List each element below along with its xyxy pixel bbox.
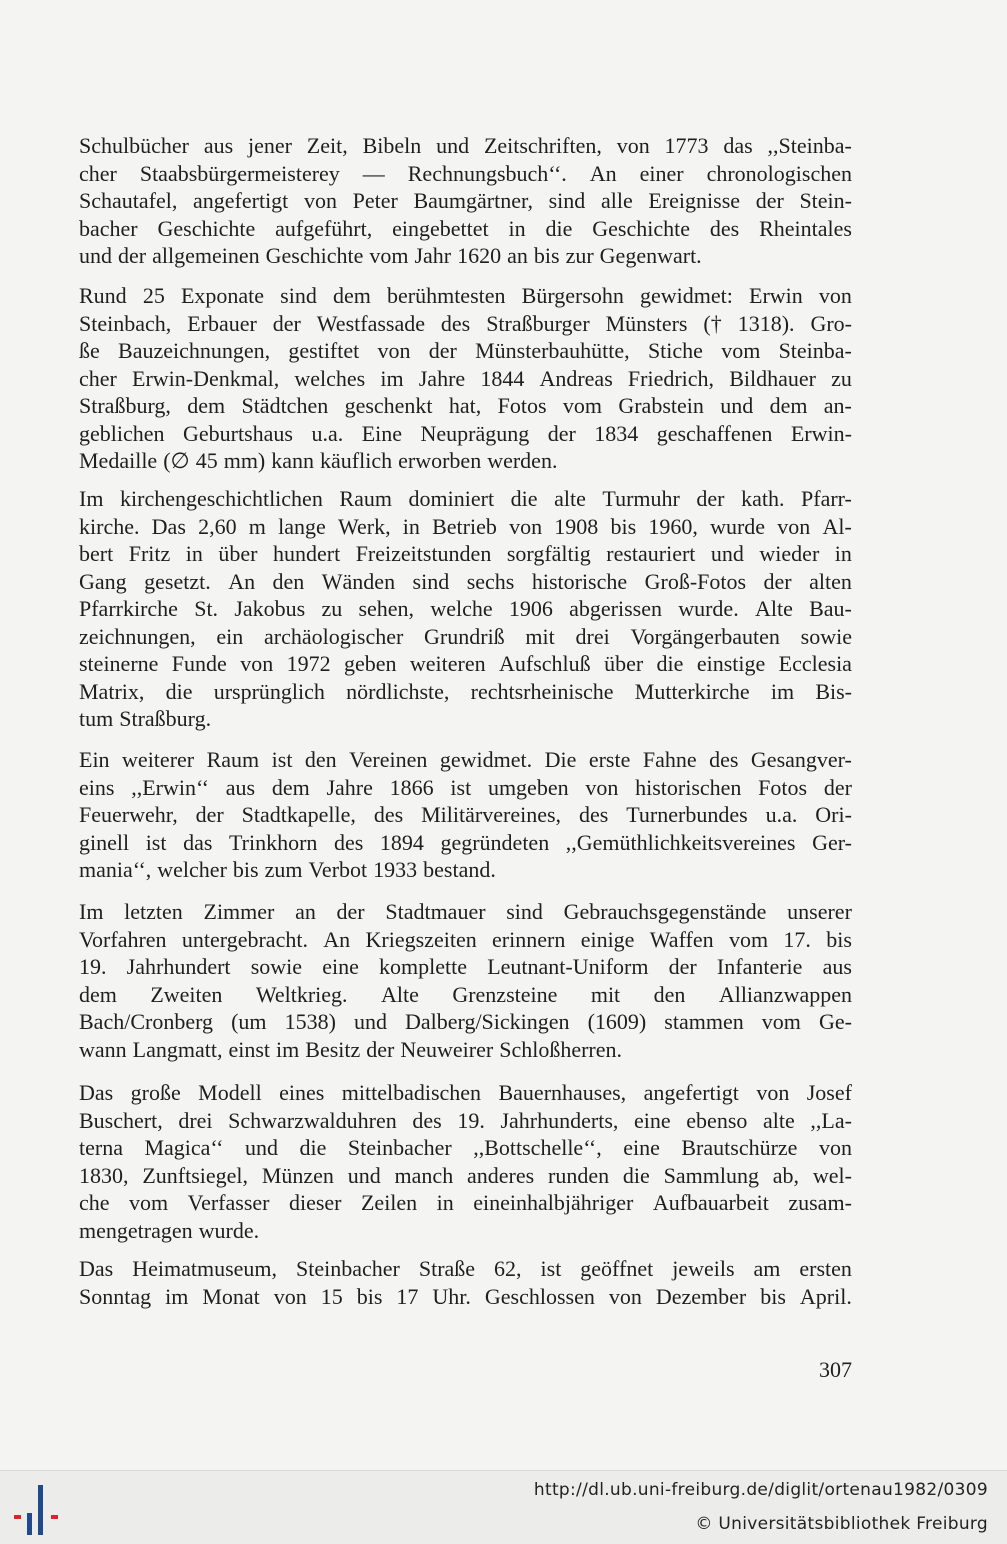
text-line: ße Bauzeichnungen, gestiftet von der Münsterbauhütte, Stiche vom Steinba- bbox=[79, 338, 852, 363]
text-line: Bach/Cronberg (um 1538) und Dalberg/Sickingen (1609) stammen vom Ge- bbox=[79, 1009, 852, 1034]
paragraph bbox=[79, 485, 852, 733]
text-line: Steinbach, Erbauer der Westfassade des Straßburger Münsters († 1318). Gro- bbox=[79, 310, 852, 336]
text-line: dem Zweiten Weltkrieg. Alte Grenzsteine mit den Allianzwappen bbox=[79, 981, 852, 1007]
text-line: terna Magica‘‘ und die Steinbacher ,,Bottschelle‘‘, eine Brautschürze von bbox=[79, 1135, 852, 1160]
text-line: kirche. Das 2,60 m lange Werk, in Betrieb von 1908 bis 1960, wurde von Al- bbox=[79, 513, 852, 539]
text-line: steinerne Funde von 1972 geben weiteren Aufschluß über die einstige Ecclesia bbox=[79, 651, 852, 676]
text-line: cher Erwin-Denkmal, welches im Jahre 1844 Andreas Friedrich, Bildhauer zu bbox=[79, 365, 852, 391]
text-line: mengetragen wurde. bbox=[79, 1217, 260, 1243]
text-line: Vorfahren untergebracht. An Kriegszeiten erinnern einige Waffen vom 17. bis bbox=[79, 926, 852, 952]
text-line: geblichen Geburtshaus u.a. Eine Neuprägung der 1834 geschaffenen Erwin- bbox=[79, 420, 852, 446]
text-line: tum Straßburg. bbox=[79, 706, 212, 731]
footer-bar bbox=[0, 1470, 1007, 1544]
text-line: Matrix, die ursprünglich nördlichste, rechtsrheinische Mutterkirche im Bis- bbox=[79, 678, 852, 704]
text-line: Medaille (∅ 45 mm) kann käuflich erworben werden. bbox=[79, 448, 558, 473]
page-number: 307 bbox=[819, 1357, 852, 1382]
text-line: Sonntag im Monat von 15 bis 17 Uhr. Geschlossen von Dezember bis April. bbox=[79, 1283, 852, 1309]
text-line: Schautafel, angefertigt von Peter Baumgärtner, sind alle Ereignisse der Stein- bbox=[79, 188, 852, 213]
text-line: che vom Verfasser dieser Zeilen in eineinhalbjähriger Aufbauarbeit zusam- bbox=[79, 1190, 852, 1215]
text-line: Das große Modell eines mittelbadischen Bauernhauses, angefertigt von Josef bbox=[79, 1080, 852, 1105]
text-line: Ein weiterer Raum ist den Vereinen gewidmet. Die erste Fahne des Gesangver- bbox=[79, 747, 852, 772]
text-line: Im letzten Zimmer an der Stadtmauer sind Gebrauchsgegenstände unserer bbox=[79, 899, 852, 924]
ub-freiburg-logo-icon bbox=[10, 1479, 65, 1537]
text-line: Das Heimatmuseum, Steinbacher Straße 62, ist geöffnet jeweils am ersten bbox=[79, 1256, 852, 1281]
text-line: Feuerwehr, der Stadtkapelle, des Militärvereines, des Turnerbundes u.a. Ori- bbox=[79, 802, 852, 827]
paragraph bbox=[79, 898, 852, 1063]
paragraph bbox=[79, 1079, 852, 1244]
paragraph bbox=[79, 132, 852, 270]
text-line: mania‘‘, welcher bis zum Verbot 1933 bestand. bbox=[79, 857, 496, 882]
text-line: zeichnungen, ein archäologischer Grundriß mit drei Vorgängerbauten sowie bbox=[79, 623, 852, 649]
text-line: 19. Jahrhundert sowie eine komplette Leutnant-Uniform der Infanterie aus bbox=[79, 954, 852, 979]
text-line: 1830, Zunftsiegel, Münzen und manch anderes runden die Sammlung ab, wel- bbox=[79, 1162, 852, 1188]
paragraph bbox=[79, 746, 852, 884]
paragraph bbox=[79, 1255, 852, 1310]
text-line: wann Langmatt, einst im Besitz der Neuweirer Schloßherren. bbox=[79, 1036, 622, 1062]
text-line: bacher Geschichte aufgeführt, eingebettet in die Geschichte des Rheintales bbox=[79, 215, 852, 241]
text-line: Buschert, drei Schwarzwalduhren des 19. Jahrhunderts, eine ebenso alte ,,La- bbox=[79, 1107, 852, 1133]
text-line: und der allgemeinen Geschichte vom Jahr 1620 an bis zur Gegenwart. bbox=[79, 243, 702, 268]
text-line: Im kirchengeschichtlichen Raum dominiert die alte Turmuhr der kath. Pfarr- bbox=[79, 486, 852, 511]
text-line: Pfarrkirche St. Jakobus zu sehen, welche 1906 abgerissen wurde. Alte Bau- bbox=[79, 596, 852, 621]
text-line: bert Fritz in über hundert Freizeitstunden sorgfältig restauriert und wieder in bbox=[79, 541, 852, 566]
text-line: Schulbücher aus jener Zeit, Bibeln und Zeitschriften, von 1773 das ,,Steinba- bbox=[79, 133, 852, 158]
copyright-notice: © Universitätsbibliothek Freiburg bbox=[695, 1514, 988, 1534]
paragraph bbox=[79, 282, 852, 475]
source-url-link[interactable]: http://dl.ub.uni-freiburg.de/diglit/ortenau1982/0309 bbox=[533, 1480, 988, 1500]
text-line: Gang gesetzt. An den Wänden sind sechs historische Groß-Fotos der alten bbox=[79, 568, 852, 594]
text-line: Straßburg, dem Städtchen geschenkt hat, Fotos vom Grabstein und dem an- bbox=[79, 393, 852, 418]
text-line: eins ,,Erwin‘‘ aus dem Jahre 1866 ist umgeben von historischen Fotos der bbox=[79, 774, 852, 800]
text-line: ginell ist das Trinkhorn des 1894 gegründeten ,,Gemüthlichkeitsvereines Ger- bbox=[79, 829, 852, 855]
text-line: cher Staabsbürgermeisterey — Rechnungsbuch‘‘. An einer chronologischen bbox=[79, 160, 852, 186]
text-line: Rund 25 Exponate sind dem berühmtesten Bürgersohn gewidmet: Erwin von bbox=[79, 283, 852, 308]
